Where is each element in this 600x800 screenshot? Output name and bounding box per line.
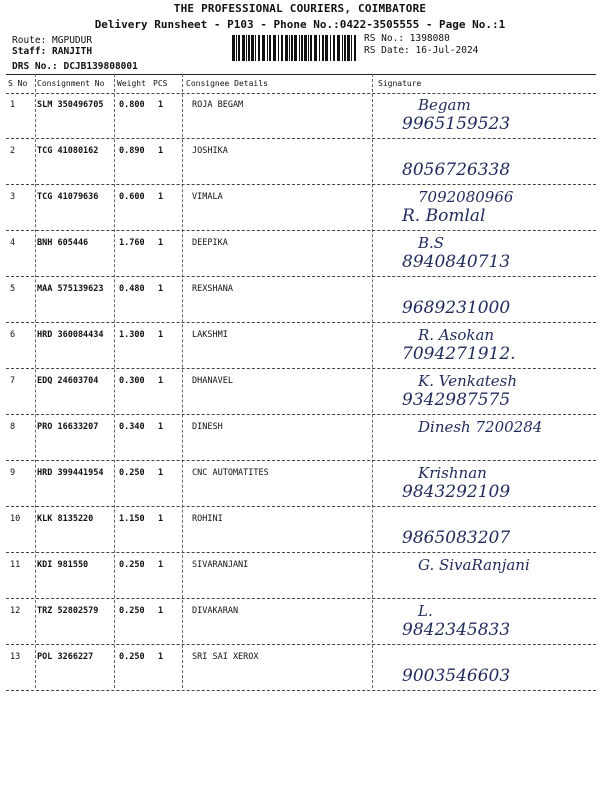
drs-number: DRS No.: DCJB139808001 (12, 61, 138, 72)
cell-weight: 0.800 (119, 100, 145, 110)
barcode-bar (232, 35, 235, 61)
cell-weight: 0.250 (119, 652, 145, 662)
signature-handwriting: 9865083207 (402, 528, 511, 548)
barcode-bar (354, 35, 356, 61)
col-weight: Weight (117, 79, 146, 88)
cell-pcs: 1 (158, 330, 164, 340)
table-row (6, 230, 596, 277)
signature-handwriting: 9342987575 (402, 390, 511, 410)
cell-pcs: 1 (158, 422, 164, 432)
table-row (6, 368, 596, 415)
cell-weight: 0.340 (119, 422, 145, 432)
barcode-bar (267, 35, 268, 61)
cell-weight: 0.250 (119, 468, 145, 478)
barcode-bar (246, 35, 247, 61)
cell-consignee: ROJA BEGAM (192, 100, 244, 110)
cell-consignment: BNH 605446 (37, 238, 89, 248)
signature-handwriting: L. (418, 602, 433, 620)
cell-weight: 0.250 (119, 606, 145, 616)
cell-consignee: ROHINI (192, 514, 223, 524)
cell-consignee: SIVARANJANI (192, 560, 249, 570)
cell-sno: 10 (10, 514, 21, 524)
signature-handwriting: Dinesh 7200284 (418, 418, 543, 436)
signature-handwriting: Begam (418, 96, 471, 114)
signature-handwriting: 9689231000 (402, 298, 511, 318)
cell-sno: 3 (10, 192, 16, 202)
cell-consignee: DHANAVEL (192, 376, 233, 386)
signature-handwriting: 9842345833 (402, 620, 511, 640)
rs-date: RS Date: 16-Jul-2024 (364, 45, 479, 56)
cell-sno: 12 (10, 606, 21, 616)
route-label: Route: MGPUDUR (12, 35, 93, 46)
barcode-bar (319, 35, 320, 61)
barcode-bar (337, 35, 340, 61)
signature-handwriting: K. Venkatesh (418, 372, 518, 390)
cell-weight: 0.250 (119, 560, 145, 570)
barcode-bar (251, 35, 254, 61)
signature-handwriting: R. Bomlal (402, 206, 486, 226)
barcode-bar (285, 35, 288, 61)
cell-weight: 0.300 (119, 376, 145, 386)
barcode-bar (248, 35, 250, 61)
table-row (6, 460, 596, 507)
barcode-bar (325, 35, 328, 61)
cell-consignee: VIMALA (192, 192, 223, 202)
cell-consignment: POL 3266227 (37, 652, 94, 662)
barcode-bar (281, 35, 283, 61)
cell-pcs: 1 (158, 560, 164, 570)
barcode-image (232, 35, 358, 61)
cell-consignment: MAA 575139623 (37, 284, 104, 294)
cell-pcs: 1 (158, 514, 164, 524)
col-signature: Signature (378, 79, 422, 88)
staff-label: Staff: RANJITH (12, 46, 93, 57)
cell-sno: 4 (10, 238, 16, 248)
cell-sno: 8 (10, 422, 16, 432)
barcode-bar (308, 35, 309, 61)
col-consignment: Consignment No (37, 79, 105, 88)
cell-sno: 7 (10, 376, 16, 386)
barcode-bar (322, 35, 324, 61)
barcode-bar (258, 35, 260, 61)
barcode-bar (310, 35, 312, 61)
barcode-bar (273, 35, 276, 61)
cell-weight: 1.760 (119, 238, 145, 248)
cell-consignment: KLK 8135220 (37, 514, 94, 524)
barcode-bar (301, 35, 303, 61)
table-row (6, 552, 596, 599)
cell-consignee: DINESH (192, 422, 223, 432)
barcode-bar (238, 35, 240, 61)
barcode-bar (344, 35, 346, 61)
cell-consignee: REXSHANA (192, 284, 233, 294)
cell-consignee: SRI SAI XEROX (192, 652, 259, 662)
cell-sno: 1 (10, 100, 16, 110)
cell-consignment: HRD 399441954 (37, 468, 104, 478)
barcode-bar (236, 35, 237, 61)
runsheet-title: THE PROFESSIONAL COURIERS, COIMBATORE (173, 2, 427, 15)
signature-handwriting: B.S (418, 234, 445, 252)
cell-pcs: 1 (158, 238, 164, 248)
table-row (6, 138, 596, 185)
signature-handwriting: 9003546603 (402, 666, 511, 686)
signature-handwriting: 9965159523 (402, 114, 511, 134)
signature-handwriting: Krishnan (418, 464, 487, 482)
cell-weight: 0.600 (119, 192, 145, 202)
table-row (6, 92, 596, 139)
signature-handwriting: 7094271912. (402, 344, 516, 364)
col-pcs: PCS (153, 79, 168, 88)
cell-pcs: 1 (158, 376, 164, 386)
cell-pcs: 1 (158, 468, 164, 478)
cell-sno: 9 (10, 468, 16, 478)
cell-pcs: 1 (158, 284, 164, 294)
cell-consignment: TCG 41080162 (37, 146, 99, 156)
cell-consignee: LAKSHMI (192, 330, 228, 340)
cell-pcs: 1 (158, 146, 164, 156)
signature-handwriting: R. Asokan (418, 326, 495, 344)
table-row (6, 414, 596, 461)
barcode-bar (299, 35, 300, 61)
table-row (6, 644, 596, 691)
cell-sno: 13 (10, 652, 21, 662)
table-row (6, 598, 596, 645)
cell-pcs: 1 (158, 606, 164, 616)
cell-consignment: SLM 350496705 (37, 100, 104, 110)
barcode-bar (342, 35, 343, 61)
rs-number: RS No.: 1398080 (364, 33, 450, 44)
cell-consignment: TCG 41079636 (37, 192, 99, 202)
signature-handwriting: 8940840713 (402, 252, 511, 272)
barcode-bar (278, 35, 279, 61)
cell-pcs: 1 (158, 192, 164, 202)
col-sno: S No (8, 79, 28, 88)
cell-pcs: 1 (158, 100, 164, 110)
cell-weight: 1.150 (119, 514, 145, 524)
cell-consignee: JOSHIKA (192, 146, 228, 156)
cell-consignee: DIVAKARAN (192, 606, 239, 616)
cell-consignment: TRZ 52802579 (37, 606, 99, 616)
barcode-bar (262, 35, 265, 61)
runsheet-subtitle: Delivery Runsheet - P103 - Phone No.:0422-3505555 - Page No.:1 (94, 18, 506, 31)
barcode-bar (333, 35, 335, 61)
cell-consignment: PRO 16633207 (37, 422, 99, 432)
barcode-bar (291, 35, 293, 61)
cell-consignee: DEEPIKA (192, 238, 228, 248)
barcode-bar (255, 35, 256, 61)
table-row (6, 322, 596, 369)
cell-consignee: CNC AUTOMATITES (192, 468, 269, 478)
signature-handwriting: 9843292109 (402, 482, 511, 502)
table-row (6, 184, 596, 231)
cell-pcs: 1 (158, 652, 164, 662)
barcode-bar (347, 35, 350, 61)
cell-consignment: KDI 981550 (37, 560, 89, 570)
cell-consignment: EDQ 24603704 (37, 376, 99, 386)
table-row (6, 276, 596, 323)
barcode-bar (330, 35, 331, 61)
barcode-bar (294, 35, 297, 61)
signature-handwriting: G. SivaRanjani (418, 556, 530, 574)
signature-handwriting: 8056726338 (402, 160, 511, 180)
cell-sno: 6 (10, 330, 16, 340)
barcode-bar (242, 35, 245, 61)
cell-sno: 2 (10, 146, 16, 156)
barcode-bar (351, 35, 352, 61)
cell-weight: 0.890 (119, 146, 145, 156)
table-header (6, 74, 596, 94)
cell-weight: 0.480 (119, 284, 145, 294)
barcode-bar (304, 35, 307, 61)
barcode-bar (289, 35, 290, 61)
signature-handwriting: 7092080966 (418, 188, 514, 206)
table-row (6, 506, 596, 553)
cell-sno: 5 (10, 284, 16, 294)
cell-consignment: HRD 360084434 (37, 330, 104, 340)
barcode-bar (269, 35, 271, 61)
barcode-bar (314, 35, 317, 61)
cell-sno: 11 (10, 560, 21, 570)
cell-weight: 1.300 (119, 330, 145, 340)
col-consignee: Consignee Details (186, 79, 268, 88)
